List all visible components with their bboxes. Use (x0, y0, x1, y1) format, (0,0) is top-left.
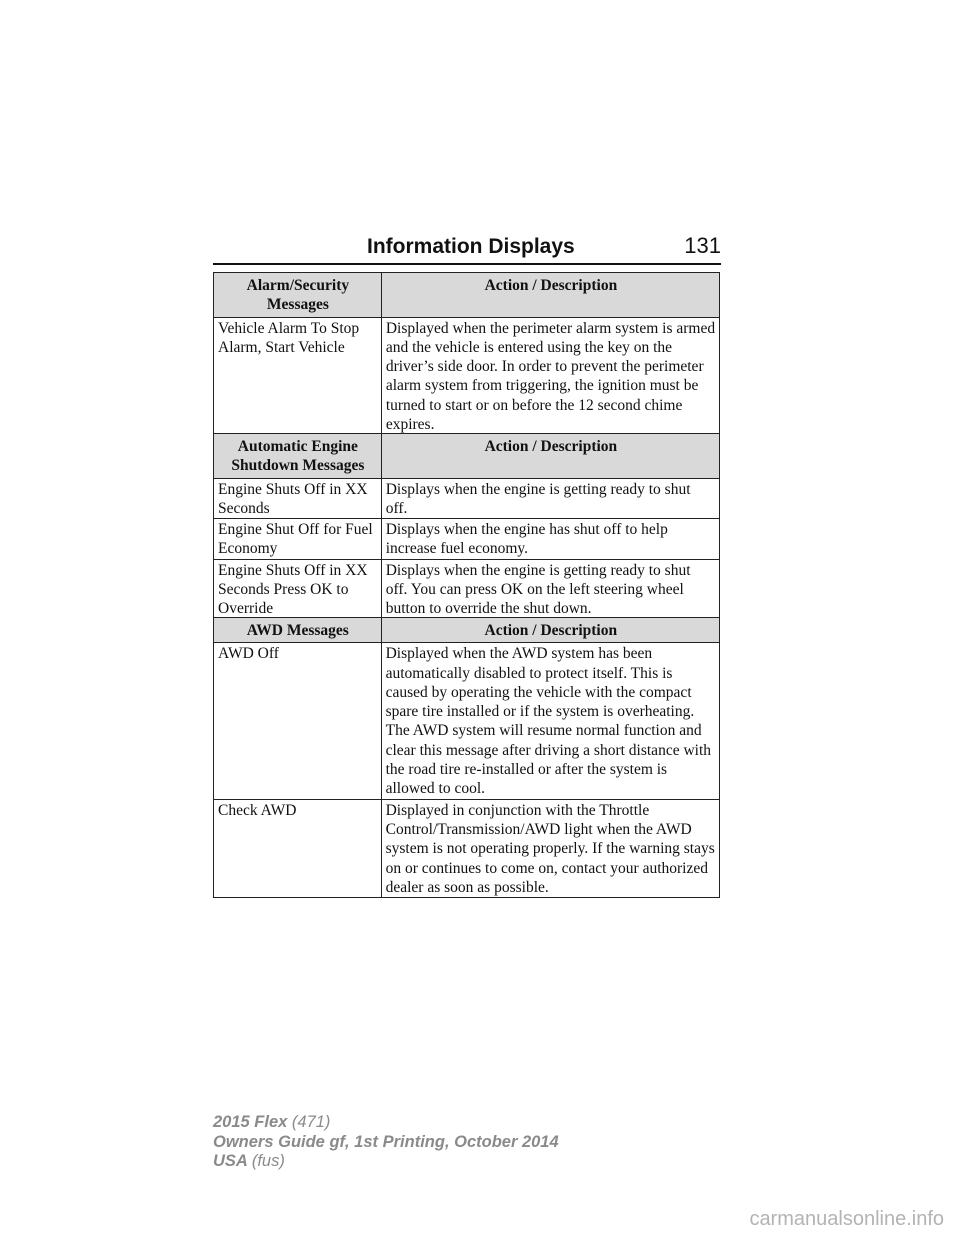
footer-market-code: (fus) (251, 1152, 285, 1170)
message-cell: Check AWD (214, 799, 382, 897)
column-header: Automatic Engine Shutdown Messages (214, 434, 382, 479)
table-row (214, 317, 720, 435)
awd-messages-table (213, 617, 720, 898)
table-header-row (214, 273, 720, 318)
page-number: 131 (684, 233, 721, 258)
automatic-engine-shutdown-messages-table (213, 433, 720, 620)
column-header: Action / Description (381, 618, 719, 643)
message-cell: Engine Shut Off for Fuel Economy (214, 519, 382, 560)
print-footer (213, 1113, 559, 1172)
footer-line-3 (213, 1152, 559, 1172)
header-rule (213, 263, 721, 265)
footer-line-2: Owners Guide gf, 1st Printing, October 2014 (213, 1132, 559, 1151)
message-cell: AWD Off (214, 643, 382, 799)
table-row (214, 519, 720, 560)
table-row (214, 559, 720, 619)
description-cell: Displays when the engine is getting ready to shut off. You can press OK on the left steering wheel button to override the shut down. (381, 559, 719, 619)
table-row (214, 478, 720, 519)
table-row (214, 643, 720, 799)
message-cell: Engine Shuts Off in XX Seconds Press OK to Override (214, 559, 382, 619)
section-title: Information Displays (367, 235, 575, 258)
description-cell: Displayed when the perimeter alarm system is armed and the vehicle is entered using the key on the driver’s side door. In order to prevent the perimeter alarm system from triggering, the ignition must be turned to start or on before the 12 second chime expires. (381, 317, 719, 435)
footer-code: (471) (291, 1113, 331, 1131)
table-row (214, 799, 720, 897)
column-header: AWD Messages (214, 618, 382, 643)
column-header: Action / Description (381, 273, 719, 318)
footer-model: 2015 Flex (213, 1113, 288, 1131)
footer-line-1 (213, 1113, 559, 1133)
table-header-row (214, 434, 720, 479)
column-header: Action / Description (381, 434, 719, 479)
page-header (213, 229, 721, 259)
column-header: Alarm/Security Messages (214, 273, 382, 318)
alarm-security-messages-table (213, 272, 720, 435)
description-cell: Displays when the engine is getting ready to shut off. (381, 478, 719, 519)
watermark: carmanualsonline.info (749, 1208, 944, 1230)
description-cell: Displayed when the AWD system has been automatically disabled to protect itself. This is caused by operating the vehicle with the compact spare tire installed or if the system is overheating. The AWD system will resume normal function and clear this message after driving a short distance with the road tire re-installed or after the system is allowed to cool. (381, 643, 719, 799)
description-cell: Displays when the engine has shut off to help increase fuel economy. (381, 519, 719, 560)
description-cell: Displayed in conjunction with the Throttle Control/Transmission/AWD light when the AWD system is not operating properly. If the warning stays on or continues to come on, contact your authorized dealer as soon as possible. (381, 799, 719, 897)
message-cell: Engine Shuts Off in XX Seconds (214, 478, 382, 519)
footer-market: USA (213, 1152, 248, 1170)
message-cell: Vehicle Alarm To Stop Alarm, Start Vehicle (214, 317, 382, 435)
table-header-row (214, 618, 720, 643)
